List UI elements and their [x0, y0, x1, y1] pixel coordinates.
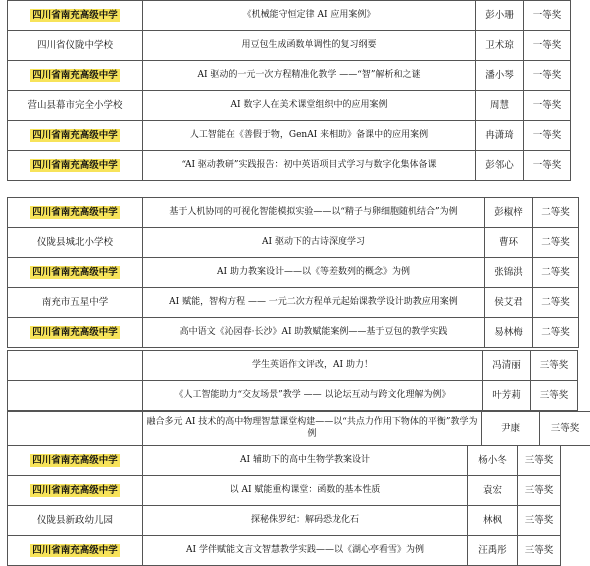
award-table-section-3 — [7, 350, 578, 411]
school-cell — [8, 228, 143, 258]
author-text: 袁宏 — [482, 484, 502, 496]
title-cell — [143, 151, 476, 181]
school-cell — [8, 351, 143, 381]
award-cell — [524, 151, 571, 181]
table-row — [8, 31, 571, 61]
school-cell — [8, 31, 143, 61]
award-text: 一等奖 — [532, 39, 562, 51]
award-cell — [524, 91, 571, 121]
award-cell — [531, 381, 578, 411]
title-text: AI 学伴赋能文言文智慧教学实践——以《湖心亭看雪》为例 — [186, 544, 424, 555]
title-text: 融合多元 AI 技术的高中物理智慧课堂构建——以“共点力作用下物体的平衡”教学为例 — [146, 417, 478, 439]
award-cell — [533, 318, 579, 348]
school-cell — [8, 381, 143, 411]
title-cell — [143, 121, 476, 151]
award-text: 三等奖 — [524, 484, 554, 496]
award-text: 三等奖 — [539, 389, 569, 401]
award-text: 三等奖 — [539, 359, 569, 371]
table-row — [8, 446, 561, 476]
school-text: 四川省南充高级中学 — [32, 454, 118, 466]
school-cell — [8, 288, 143, 318]
award-text: 三等奖 — [524, 544, 554, 556]
award-text: 二等奖 — [541, 266, 570, 278]
title-cell — [143, 506, 468, 536]
title-text: AI 驱动的一元一次方程精准化教学 ——“智”解析和之谜 — [197, 69, 421, 80]
author-text: 周慧 — [489, 99, 509, 111]
author-cell — [485, 228, 533, 258]
author-text: 冯清丽 — [492, 359, 521, 371]
title-text: 以 AI 赋能重构课堂：函数的基本性质 — [229, 484, 381, 495]
title-text: AI 助力教案设计——以《等差数列的概念》为例 — [217, 266, 410, 277]
title-text: 《人工智能助力“交友场景”教学 —— 以论坛互动与跨文化理解为例》 — [174, 389, 451, 400]
author-cell — [468, 446, 518, 476]
author-cell — [476, 1, 524, 31]
table-row — [8, 258, 579, 288]
title-cell — [143, 228, 485, 258]
table-row — [8, 61, 571, 91]
table-row — [8, 476, 561, 506]
award-cell — [518, 476, 561, 506]
author-text: 林枫 — [482, 514, 502, 526]
title-cell — [143, 318, 485, 348]
author-cell — [485, 318, 533, 348]
school-text: 仪陇县城北小学校 — [36, 236, 113, 248]
author-cell — [468, 506, 518, 536]
title-cell — [143, 381, 483, 411]
table-row — [8, 536, 561, 566]
author-text: 卫术琼 — [485, 39, 514, 51]
school-text: 四川省南充高级中学 — [32, 326, 118, 338]
table-row — [8, 1, 571, 31]
title-text: 学生英语作文评改，AI 助力！ — [252, 359, 373, 370]
author-text: 张锦洪 — [494, 266, 523, 278]
table-row — [8, 412, 590, 446]
title-cell — [143, 476, 468, 506]
title-text: 探秘侏罗纪：解码恐龙化石 — [250, 514, 359, 525]
author-cell — [483, 381, 531, 411]
award-cell — [533, 258, 579, 288]
award-cell — [533, 288, 579, 318]
title-cell — [143, 61, 476, 91]
author-cell — [476, 151, 524, 181]
author-cell — [476, 91, 524, 121]
author-cell — [485, 198, 533, 228]
school-cell — [8, 1, 143, 31]
school-cell — [8, 446, 143, 476]
award-cell — [524, 61, 571, 91]
title-text: 用豆包生成函数单调性的复习纲要 — [241, 39, 377, 50]
school-text: 南充市五星中学 — [41, 296, 109, 308]
title-cell — [143, 198, 485, 228]
school-text: 四川省南充高级中学 — [32, 484, 118, 496]
school-cell — [8, 91, 143, 121]
table-row — [8, 121, 571, 151]
author-text: 彭小珊 — [485, 9, 514, 21]
author-text: 侯艾君 — [494, 296, 523, 308]
school-text: 四川省南充高级中学 — [32, 159, 118, 171]
school-text: 营山县幕市完全小学校 — [27, 99, 123, 111]
award-cell — [518, 506, 561, 536]
table-row — [8, 318, 579, 348]
title-text: AI 数字人在美术课堂组织中的应用案例 — [230, 99, 388, 110]
author-cell — [476, 31, 524, 61]
school-text: 四川省南充高级中学 — [32, 266, 118, 278]
title-cell — [143, 351, 483, 381]
award-table-section-5 — [7, 445, 561, 566]
award-text: 一等奖 — [532, 69, 562, 81]
table-row — [8, 198, 579, 228]
award-text: 二等奖 — [541, 236, 570, 248]
title-text: AI 驱动下的古诗深度学习 — [262, 236, 365, 247]
school-text: 四川省南充高级中学 — [32, 206, 118, 218]
title-cell — [143, 91, 476, 121]
author-text: 易林梅 — [494, 326, 523, 338]
school-text: 四川省南充高级中学 — [32, 69, 118, 81]
author-text: 潘小琴 — [485, 69, 514, 81]
award-text: 二等奖 — [541, 206, 570, 218]
award-text: 二等奖 — [541, 296, 570, 308]
title-cell — [143, 446, 468, 476]
title-cell — [143, 258, 485, 288]
table-row — [8, 151, 571, 181]
school-text: 四川省仪陇中学校 — [36, 39, 113, 51]
award-cell — [524, 121, 571, 151]
school-cell — [8, 412, 143, 446]
school-text: 四川省南充高级中学 — [32, 129, 118, 141]
award-text: 二等奖 — [541, 326, 570, 338]
table-row — [8, 381, 578, 411]
author-text: 尹康 — [500, 422, 520, 434]
title-text: “AI 驱动教研”实践报告：初中英语项目式学习与数字化集体备课 — [181, 159, 437, 170]
author-cell — [476, 61, 524, 91]
award-text: 三等奖 — [524, 514, 554, 526]
school-cell — [8, 61, 143, 91]
title-text: AI 赋能，智构方程 —— 一元二次方程单元起始课教学设计助教应用案例 — [169, 296, 458, 307]
author-cell — [476, 121, 524, 151]
table-row — [8, 228, 579, 258]
school-cell — [8, 151, 143, 181]
author-cell — [468, 476, 518, 506]
school-cell — [8, 476, 143, 506]
award-text: 一等奖 — [532, 99, 562, 111]
award-cell — [524, 31, 571, 61]
author-text: 彭邻心 — [485, 159, 514, 171]
award-cell — [518, 536, 561, 566]
author-text: 彭椒梓 — [494, 206, 523, 218]
title-cell — [143, 1, 476, 31]
title-text: 基于人机协同的可视化智能模拟实验——以“精子与卵细胞随机结合”为例 — [169, 206, 458, 217]
award-table-section-4 — [7, 411, 590, 446]
author-cell — [485, 288, 533, 318]
award-cell — [533, 228, 579, 258]
school-text: 四川省南充高级中学 — [32, 9, 118, 21]
author-text: 叶芳莉 — [492, 389, 521, 401]
author-cell — [485, 258, 533, 288]
school-cell — [8, 121, 143, 151]
author-text: 汪禹彤 — [478, 544, 507, 556]
award-text: 三等奖 — [550, 422, 580, 434]
award-table-section-1 — [7, 0, 571, 181]
author-text: 曹环 — [498, 236, 518, 248]
award-cell — [540, 412, 590, 446]
author-cell — [482, 412, 540, 446]
school-text: 仪陇县新政幼儿园 — [36, 514, 113, 526]
author-cell — [483, 351, 531, 381]
award-text: 三等奖 — [524, 454, 554, 466]
school-cell — [8, 258, 143, 288]
award-text: 一等奖 — [532, 9, 562, 21]
school-text: 四川省南充高级中学 — [32, 544, 118, 556]
school-cell — [8, 318, 143, 348]
school-cell — [8, 506, 143, 536]
title-cell — [143, 412, 482, 446]
title-cell — [143, 288, 485, 318]
table-row — [8, 351, 578, 381]
table-row — [8, 91, 571, 121]
award-text: 一等奖 — [532, 159, 562, 171]
title-cell — [143, 536, 468, 566]
award-cell — [524, 1, 571, 31]
author-text: 冉潇琦 — [485, 129, 514, 141]
table-row — [8, 288, 579, 318]
author-cell — [468, 536, 518, 566]
title-cell — [143, 31, 476, 61]
title-text: 人工智能在《善假于物，GenAI 来相助》备课中的应用案例 — [189, 129, 429, 140]
author-text: 杨小冬 — [478, 454, 507, 466]
award-cell — [518, 446, 561, 476]
award-text: 一等奖 — [532, 129, 562, 141]
award-cell — [531, 351, 578, 381]
school-cell — [8, 536, 143, 566]
school-cell — [8, 198, 143, 228]
title-text: 高中语文《沁园春·长沙》AI 助教赋能案例——基于豆包的教学实践 — [179, 326, 448, 337]
title-text: 《机械能守恒定律 AI 应用案例》 — [242, 9, 376, 20]
title-text: AI 辅助下的高中生物学教案设计 — [240, 454, 370, 465]
award-cell — [533, 198, 579, 228]
award-table-section-2 — [7, 197, 579, 348]
table-row — [8, 506, 561, 536]
